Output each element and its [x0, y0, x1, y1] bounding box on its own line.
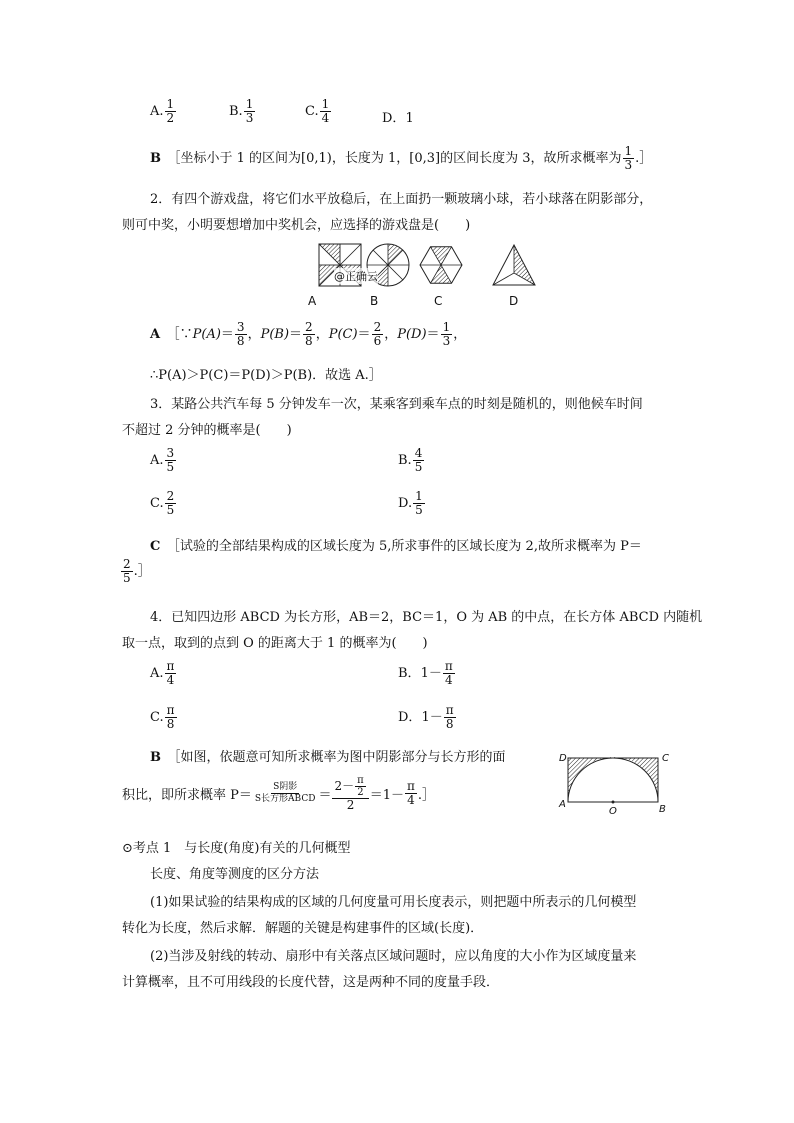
q2-line2: 则可中奖，小明要想增加中奖机会，应选择的游戏盘是( ) [122, 218, 471, 233]
q4-answer-line2: 积比，即所求概率 P＝ $\frac{\text{S阴影}}{\text{S长方形ABCD}}$ ＝ 2－ $\frac{\pi}{2}$ 2 ＝1－ $\frac{\pi}{4}$ .］ [122, 775, 435, 812]
fig-label-c: C [662, 753, 669, 764]
fig-label-b: B [659, 804, 666, 815]
q4-option-c: C. $\frac{\pi}{8}$ [150, 703, 175, 731]
q4-option-d: D．1－ $\frac{\pi}{8}$ [398, 703, 454, 731]
q3-option-c: C. $\frac{2}{5}$ [150, 489, 175, 517]
section-subheading: 长度、角度等测度的区分方法 [150, 867, 320, 882]
q3-option-a: A. $\frac{3}{5}$ [150, 446, 175, 474]
q1-option-d: D．1 [382, 111, 414, 126]
q2-line1: 2．有四个游戏盘，将它们水平放稳后，在上面扔一颗玻璃小球，若小球落在阴影部分， [150, 192, 653, 207]
q1-option-c: C. $\frac{1}{4}$ [305, 97, 330, 125]
q3-option-d: D. $\frac{1}{5}$ [398, 489, 423, 517]
q4-option-b: B．1－ $\frac{\pi}{4}$ [398, 659, 453, 687]
fig-label-d: D [559, 753, 567, 764]
game-board-c-figure [419, 243, 463, 287]
figure-label-d: D [509, 294, 519, 308]
q3-line1: 3．某路公共汽车每 5 分钟发车一次，某乘客到乘车点的时刻是随机的，则他候车时间 [150, 397, 643, 412]
q2-answer-line1: A ［∵P(A)＝ $\frac{3}{8}$ ，P(B)＝ $\frac{2}{8}$ ，P(C)＝ $\frac{2}{6}$ ，P(D)＝ $\frac{1}{3}$ ， [150, 320, 467, 348]
figure-label-a: A [308, 294, 317, 308]
q4-answer-line1: B ［如图，依题意可知所求概率为图中阴影部分与长方形的面 [150, 750, 506, 765]
q3-answer-line2: $\frac{2}{5}$ .］ [123, 557, 151, 585]
q3-answer-line1: C ［试验的全部结果构成的区域长度为 5,所求事件的区域长度为 2,故所求概率为 P＝ [150, 539, 642, 554]
q4-line1: 4．已知四边形 ABCD 为长方形，AB＝2，BC＝1，O 为 AB 的中点，在长方体 ABCD 内随机 [150, 610, 703, 625]
q2-answer-line2: ∴P(A)＞P(C)＝P(D)＞P(B)．故选 A.］ [150, 368, 382, 383]
section-p2-line1: (2)当涉及射线的转动、扇形中有关落点区域问题时，应以角度的大小作为区域度量来 [150, 949, 637, 964]
fig-label-o: O [609, 806, 617, 817]
figure-label-c: C [434, 294, 443, 308]
q1-answer: B ［坐标小于 1 的区间为[0,1)，长度为 1，[0,3]的区间长度为 3，故所求概率为 $\frac{1}{3}$ .］ [150, 144, 653, 172]
section-p2-line2: 计算概率，且不可用线段的长度代替，这是两种不同的度量手段． [122, 975, 500, 990]
q1-option-b: B. $\frac{1}{3}$ [229, 97, 254, 125]
section-heading: ⊙考点 1 与长度(角度)有关的几何概型 [122, 841, 351, 856]
fig-label-a: A [559, 799, 566, 810]
section-p1-line2: 转化为长度，然后求解．解题的关键是构建事件的区域(长度)． [122, 921, 484, 936]
game-board-d-figure [492, 243, 536, 287]
q4-line2: 取一点，取到的点到 O 的距离大于 1 的概率为( ) [122, 636, 428, 651]
q1-option-a: A. $\frac{1}{2}$ [150, 97, 175, 125]
section-p1-line1: (1)如果试验的结果构成的区域的几何度量可用长度表示，则把题中所表示的几何模型 [150, 895, 637, 910]
q3-line2: 不超过 2 分钟的概率是( ) [122, 423, 292, 438]
q4-option-a: A. $\frac{\pi}{4}$ [150, 659, 175, 687]
figure-label-b: B [370, 294, 379, 308]
watermark: @正确云 [334, 270, 378, 283]
q3-option-b: B. $\frac{4}{5}$ [398, 446, 423, 474]
